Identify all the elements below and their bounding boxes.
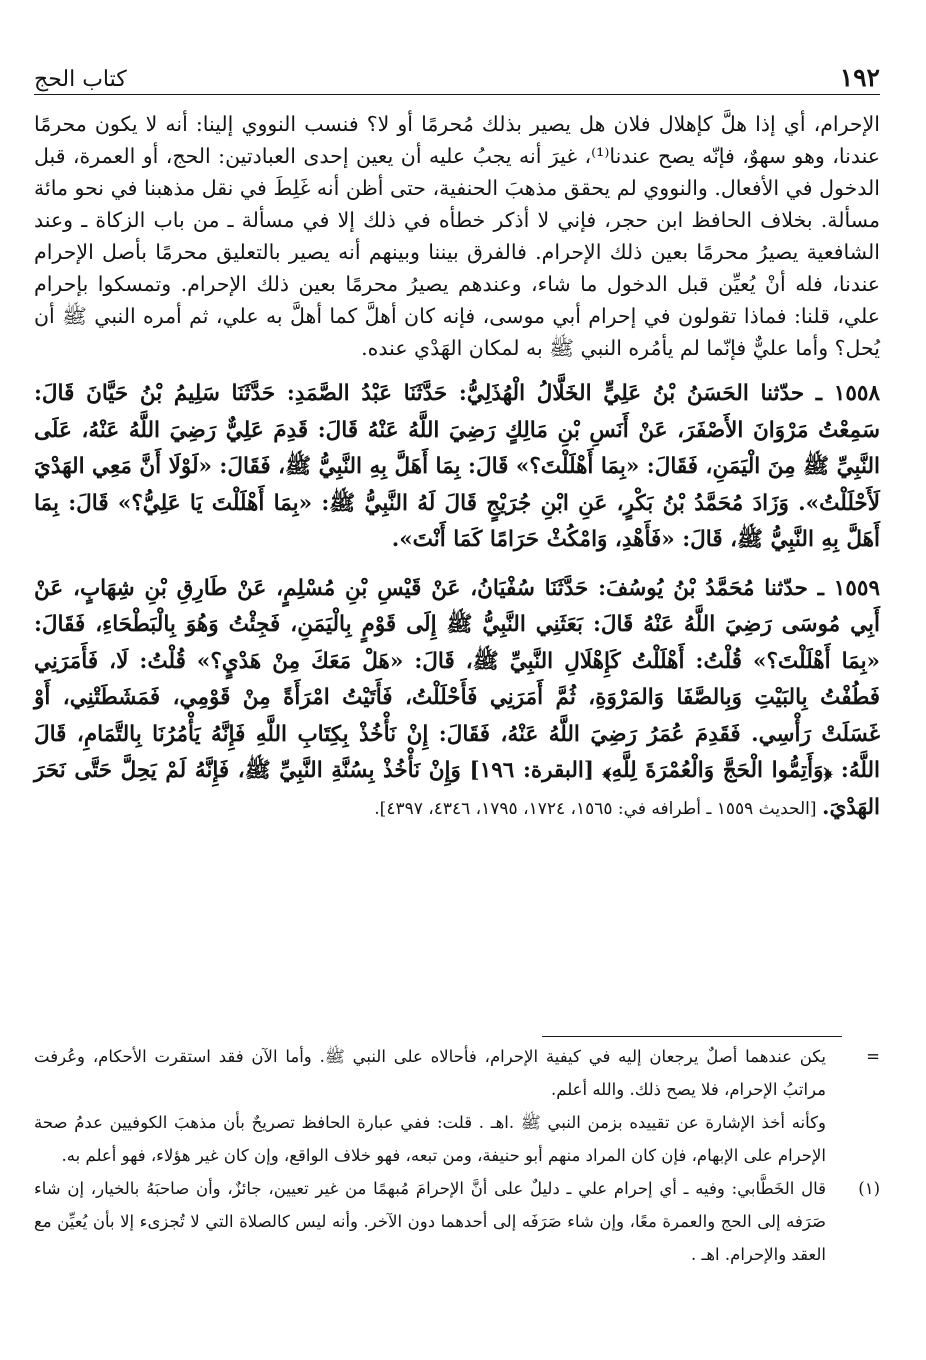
footnote — [34, 1172, 880, 1271]
footnote — [34, 1040, 880, 1106]
hadith-1559 — [34, 571, 880, 828]
footnotes — [34, 1040, 880, 1271]
footnote-text: قال الخَطَّابي: وفيه ـ أي إحرام علي ـ دليلٌ على أنَّ الإحرامَ مُبهمًا من غير تعيين، جائزٌ، وأن صاحبَهُ بالخيار، إن شاء صَرَفه إلى الحج والعمرة معًا، وإن شاء صَرَفَه إلى أحدهما دون الآخر. وأنه ليس كالصلاة التي لا تُجزىء إلا بأن يُعيِّن مع العقد والإحرام. اهـ . — [34, 1179, 826, 1264]
commentary-paragraph: الإحرام، أي إذا هلَّ كإهلال فلان هل يصير بذلك مُحرمًا أو لا؟ فنسب النووي إلينا: أنه لا يكون محرمًا عندنا، وهو سهوٌ، فإنّه يصح عندنا⁽¹⁾، غيرَ أنه يجبُ عليه أن يعين إحدى العبادتين: الحج، أو العمرة، قبل الدخول في الأفعال. والنووي لم يحقق مذهبَ الحنفية، حتى أظن أنه غَلِطَ في نقل مذهبنا في نحو مائة مسألة. بخلاف الحافظ ابن حجر، فإني لا أذكر خطأه في ذلك إلا في مسألة ـ من باب الزكاة ـ وعند الشافعية يصيرُ محرمًا بعين ذلك الإحرام. فالفرق بيننا وبينهم أنه يصير بالتعليق محرمًا بأصل الإحرام عندنا، فله أنْ يُعيِّن قبل الدخول ما شاء، وعندهم يصيرُ محرمًا بعين ذلك الإحرام. وتمسكوا بإحرام علي، قلنا: فماذا تقولون في إحرام أبي موسى، فإنه كان أهلَّ كما أهلَّ به علي، ثم أمره النبي ﷺ أن يُحل؟ وأما عليٌّ فإنّما لم يأمُره النبي ﷺ به لمكان الهَدْي عنده. — [34, 112, 880, 360]
hadith-1558 — [34, 376, 880, 559]
hadith-text: ١٥٥٩ ـ حدّثنا مُحَمَّدُ بْنُ يُوسُفَ: حَدَّثَنَا سُفْيَانُ، عَنْ قَيْسِ بْنِ مُسْلِمٍ، عَنْ طَارِقِ بْنِ شِهَابٍ، عَنْ أَبِي مُوسَى رَضِيَ اللَّهُ عَنْهُ قَالَ: بَعَثَنِي النَّبِيُّ ﷺ إِلَى قَوْمٍ بِالْيَمَنِ، فَجِئْتُ وَهُوَ بِالْبَطْحَاءِ، فَقَالَ: «بِمَا أَهْلَلْتَ؟» قُلْتُ: أَهْلَلْتُ كَإِهْلَالِ النَّبِيِّ ﷺ، قَالَ: «هَلْ مَعَكَ مِنْ هَدْيٍ؟» قُلْتُ: لَا، فَأَمَرَنِي فَطُفْتُ بِالبَيْتِ وَبِالصَّفَا وَالمَرْوَةِ، ثُمَّ أَمَرَنِي فَأَحْلَلْتُ، فَأَتَيْتُ امْرَأَةً مِنْ قَوْمِي، فَمَشَطَتْنِي، أَوْ غَسَلَتْ رَأْسِي. فَقَدِمَ عُمَرُ رَضِيَ اللَّهُ عَنْهُ، فَقَالَ: إِنْ نَأْخُذْ بِكِتَابِ اللَّهِ فَإِنَّهُ يَأْمُرُنَا بِالتَّمَامِ، قَالَ اللَّهُ: ﴿وَأَتِمُّوا الْحَجَّ وَالْعُمْرَةَ لِلَّهِ﴾ [البقرة: ١٩٦] وَإِنْ نَأْخُذْ بِسُنَّةِ النَّبِيِّ ﷺ، فَإِنَّهُ لَمْ يَحِلَّ حَتَّى نَحَرَ الهَدْيَ. — [34, 575, 880, 820]
page-number: ١٩٢ — [839, 63, 880, 92]
footnote-mark: = — [866, 1047, 880, 1066]
page-header — [34, 52, 880, 95]
book-title: كتاب الحج — [34, 67, 127, 92]
main-text — [34, 108, 880, 827]
footnote-mark — [826, 1106, 880, 1172]
hadith-cross-reference: [الحديث ١٥٥٩ ـ أطرافه في: ١٥٦٥، ١٧٢٤، ١٧٩٥، ٤٣٤٦، ٤٣٩٧]. — [374, 798, 822, 819]
footnote-text: يكن عندهما أصلٌ يرجعان إليه في كيفية الإحرام، فأحالاه على النبي ﷺ. وأما الآن فقد استقرت الأحكام، وعُرفت مراتبُ الإحرام، فلا يصح ذلك. والله أعلم. — [34, 1047, 826, 1099]
footnote-text: وكأنه أخذ الإشارة عن تقييده بزمن النبي ﷺ .اهـ . قلت: ففي عبارة الحافظ تصريحٌ بأن مذهبَ الكوفيين عدمُ صحة الإحرام على الإبهام، فإن كان المراد منهم أبو حنيفة، ومن تبعه، فهو خلاف الواقع، وإن كان غير هؤلاء، فهو أعلم به. — [34, 1113, 826, 1165]
footnote — [34, 1106, 880, 1172]
footnote-divider — [542, 1036, 842, 1037]
hadith-text: ١٥٥٨ ـ حدّثنا الحَسَنُ بْنُ عَلِيٍّ الخَلَّالُ الْهُذَلِيُّ: حَدَّثَنَا عَبْدُ الصَّمَدِ: حَدَّثَنَا سَلِيمُ بْنُ حَيَّانَ قَالَ: سَمِعْتُ مَرْوَانَ الأَصْفَرَ، عَنْ أَنَسِ بْنِ مَالِكٍ رَضِيَ اللَّهُ عَنْهُ قَالَ: قَدِمَ عَلِيٌّ رَضِيَ اللَّهُ عَنْهُ، عَلَى النَّبِيِّ ﷺ مِنَ الْيَمَنِ، فَقَالَ: «بِمَا أَهْلَلْتَ؟» قَالَ: بِمَا أَهَلَّ بِهِ النَّبِيُّ ﷺ، فَقَالَ: «لَوْلَا أَنَّ مَعِي الهَدْيَ لَأَحْلَلْتُ». وَزَادَ مُحَمَّدُ بْنُ بَكْرٍ، عَنِ ابْنِ جُرَيْجٍ قَالَ لَهُ النَّبِيُّ ﷺ: «بِمَا أَهْلَلْتَ يَا عَلِيُّ؟» قَالَ: بِمَا أَهَلَّ بِهِ النَّبِيُّ ﷺ، قَالَ: «فَأَهْدِ، وَامْكُثْ حَرَامًا كَمَا أَنْتَ». — [34, 381, 880, 552]
footnote-mark: (١) — [858, 1179, 880, 1198]
